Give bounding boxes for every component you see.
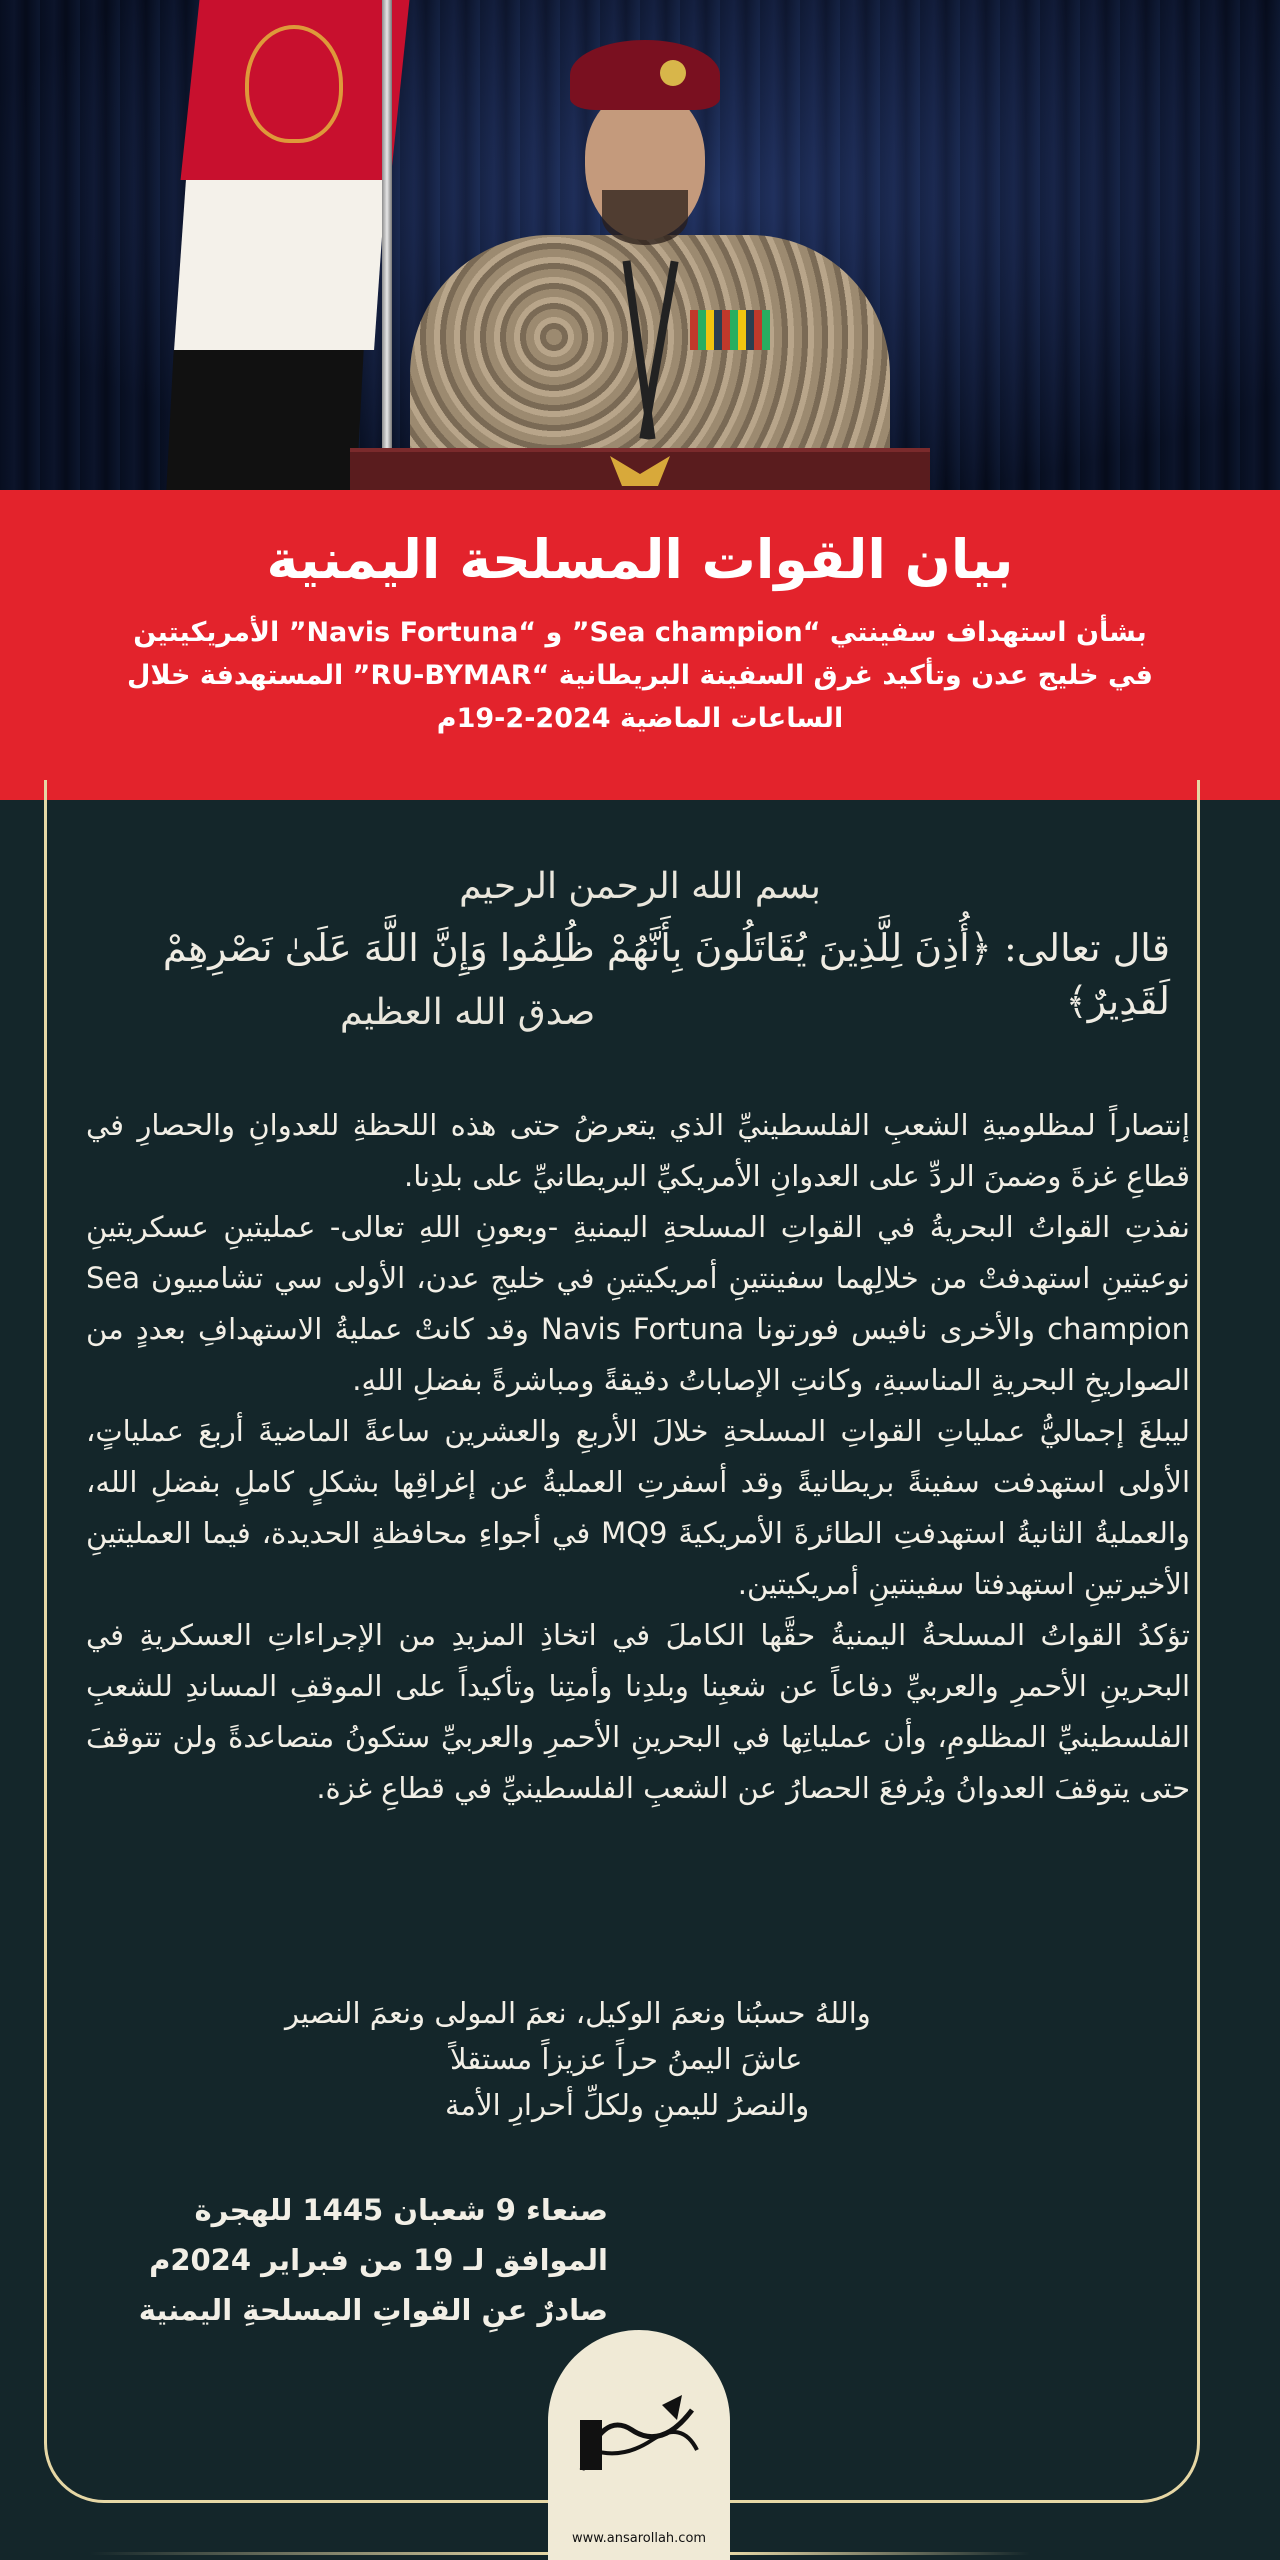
signature-date-gregorian: الموافق لـ 19 من فبراير 2024م (149, 2243, 608, 2277)
speaker-figure (370, 30, 930, 490)
closing-lines (0, 1990, 1280, 2128)
yemen-flag (150, 0, 400, 490)
signature-block (88, 2185, 608, 2335)
flag-white-stripe (174, 180, 386, 350)
speaker-beret (570, 40, 720, 110)
podium (350, 448, 930, 490)
statement-subtitle: بشأن استهداف سفينتي “Sea champion” و “Navis Fortuna” الأمريكيتين في خليج عدن وتأكيد غرق السفينة البريطانية “RU-BYMAR” المستهدفة خلال الساعات الماضية 2024-2-19م (127, 616, 1153, 735)
ansarollah-logo-icon (572, 2390, 706, 2480)
statement-body (86, 1100, 1190, 1814)
header-photo (0, 0, 1280, 490)
flag-emblem (245, 25, 343, 143)
body-paragraph: تؤكدُ القواتُ المسلحةُ اليمنيةُ حقَّها الكاملَ في اتخاذِ المزيدِ من الإجراءاتِ العسكريةِ في البحرينِ الأحمرِ والعربيِّ دفاعاً عن شعبِنا وبلدِنا وأمتِنا وتأكيداً على الموقفِ المساندِ للشعبِ الفلسطينيِّ المظلومِ، وأن عملياتِها في البحرينِ الأحمرِ والعربيِّ ستكونُ متصاعدةً ولن تتوقفَ حتى يتوقفَ العدوانُ ويُرفعَ الحصارُ عن الشعبِ الفلسطينيِّ في قطاعِ غزة. (86, 1618, 1190, 1805)
closing-line: عاشَ اليمنُ حراً عزيزاً مستقلاً (450, 2042, 803, 2076)
body-paragraph: نفذتِ القواتُ البحريةُ في القواتِ المسلحةِ اليمنيةِ -وبعونِ اللهِ تعالى- عمليتينِ عسكريتينِ نوعيتينِ استهدفتْ من خلالِهما سفينتينِ أمريكيتينِ في خليجِ عدن، الأولى سي تشامبيون Sea champion والأخرى نافيس فورتونا Navis Fortuna وقد كانتْ عمليةُ الاستهدافِ بعددٍ من الصواريخِ البحريةِ المناسبةِ، وكانتِ الإصاباتُ دقيقةً ومباشرةً بفضلِ اللهِ. (86, 1210, 1190, 1397)
speaker-ribbons (690, 310, 770, 350)
verse-closing: صدق الله العظيم (340, 992, 596, 1033)
quran-verse: قال تعالى: ﴿أُذِنَ لِلَّذِينَ يُقَاتَلُونَ بِأَنَّهُمْ ظُلِمُوا وَإِنَّ اللَّهَ عَلَىٰ نَصْرِهِمْ لَقَدِيرٌ﴾ (162, 926, 1170, 1024)
divider-line (730, 2552, 1030, 2555)
title-band (0, 490, 1280, 800)
closing-line: والنصرُ لليمنِ ولكلِّ أحرارِ الأمة (445, 2088, 810, 2122)
podium-eagle-emblem (610, 456, 670, 486)
signature-date-hijri: صنعاء 9 شعبان 1445 للهجرة (194, 2193, 608, 2227)
body-paragraph: ليبلغَ إجماليُّ عملياتِ القواتِ المسلحةِ خلالَ الأربعِ والعشرين ساعةً الماضيةَ أربعَ عملياتٍ، الأولى استهدفت سفينةً بريطانيةً وقد أسفرتِ العمليةُ عن إغراقِها بشكلٍ كاملٍ بفضلِ الله، والعمليةُ الثانيةُ استهدفتِ الطائرةَ الأمريكيةَ MQ9 في أجواءِ محافظةِ الحديدة، فيما العمليتينِ الأخيرتينِ استهدفتا سفينتينِ أمريكيتين. (86, 1414, 1190, 1601)
closing-line: واللهُ حسبُنا ونعمَ الوكيل، نعمَ المولى ونعمَ النصير (285, 1996, 871, 2030)
body-paragraph: إنتصاراً لمظلوميةِ الشعبِ الفلسطينيِّ الذي يتعرضُ حتى هذه اللحظةِ للعدوانِ والحصارِ في قطاعِ غزةَ وضمنَ الردِّ على العدوانِ الأمريكيِّ البريطانيِّ على بلدِنا. (86, 1108, 1190, 1193)
basmala: بسم الله الرحمن الرحيم (459, 866, 821, 907)
website-url: www.ansarollah.com (571, 2531, 707, 2546)
beret-badge (660, 60, 686, 86)
ansarollah-logo (548, 2330, 730, 2560)
signature-issuer: صادرٌ عنِ القواتِ المسلحةِ اليمنية (138, 2293, 608, 2327)
speaker-beard (602, 190, 688, 245)
statement-title: بيان القوات المسلحة اليمنية (266, 528, 1014, 591)
divider-line (90, 2552, 548, 2555)
flag-black-stripe (166, 350, 363, 490)
statement-panel (0, 800, 1280, 2560)
